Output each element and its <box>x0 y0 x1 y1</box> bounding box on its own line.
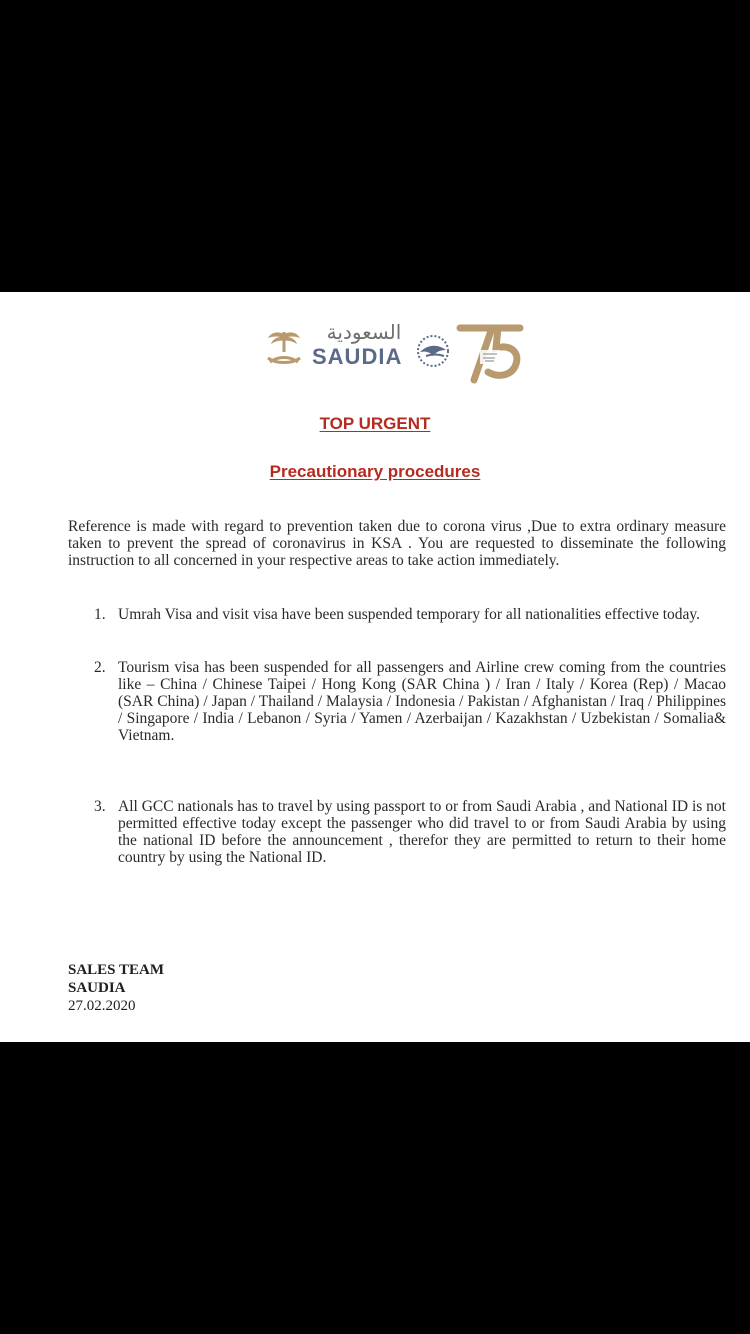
seventy-five-years-badge-icon <box>454 320 532 386</box>
intro-paragraph: Reference is made with regard to prevention taken due to corona virus ,Due to extra ordinary measure taken to prevent the spread of coronavirus in KSA . You are requested to disseminate the following instruction to all concerned in your respective areas to take action immediately. <box>68 518 726 569</box>
signature-block <box>68 961 164 1015</box>
saudia-logo <box>262 320 532 388</box>
signature-date: 27.02.2020 <box>68 998 136 1014</box>
logo-latin-name: SAUDIA <box>312 344 403 369</box>
list-item <box>94 798 726 866</box>
logo-arabic-name: السعودية <box>326 320 402 344</box>
signature-team: SALES TEAM <box>68 962 165 978</box>
list-item <box>94 659 726 744</box>
list-item-number: 2. <box>94 659 106 676</box>
signature-company: SAUDIA <box>68 980 126 996</box>
list-item <box>94 606 726 623</box>
palm-swords-emblem-icon <box>262 328 306 368</box>
list-item-text: Tourism visa has been suspended for all passengers and Airline crew coming from the countries like – China / Chinese Taipei / Hong Kong (SAR China ) / Iran / Italy / Korea (Rep) / Macao (SAR China) / Japan / Thailand / Malaysia / Indonesia / Pakistan / Afghanistan / Iraq / Philippines / Singapore / India / Lebanon / Syria / Yamen / Azerbaijan / Kazakhstan / Uzbekistan / Somalia& Vietnam. <box>118 659 726 744</box>
list-item-text: All GCC nationals has to travel by using passport to or from Saudi Arabia , and National ID is not permitted effective today except the passenger who did travel to or from Saudi Arabia by using the national ID before the announcement , therefor they are permitted to return to their home country by using the National ID. <box>118 798 726 866</box>
list-item-number: 1. <box>94 606 106 623</box>
list-item-text: Umrah Visa and visit visa have been suspended temporary for all nationalities effective today. <box>118 606 701 623</box>
list-item-number: 3. <box>94 798 106 815</box>
page-title: TOP URGENT <box>319 414 431 433</box>
falcon-icon <box>414 332 452 370</box>
page-subtitle: Precautionary procedures <box>269 462 481 481</box>
